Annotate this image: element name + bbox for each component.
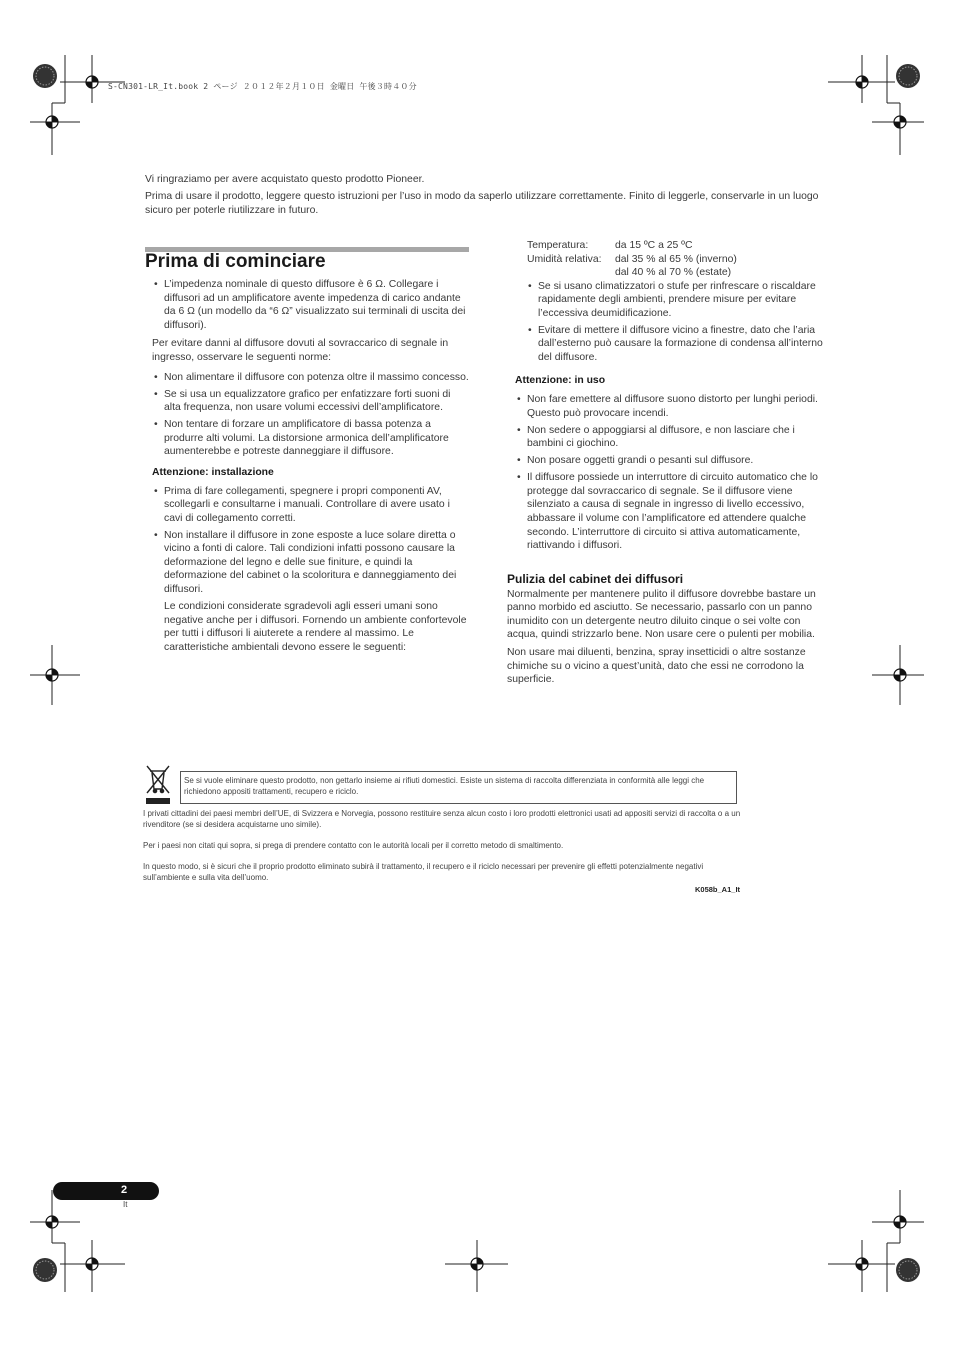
crossed-bin-icon xyxy=(143,762,173,806)
environment-table xyxy=(527,239,737,280)
list-item: • Prima di fare collegamenti, spegnere i propri componenti AV, scollegarli e consultarne i manuali. Controllare di avere usato i cavi di collegamento corretti. xyxy=(152,485,470,526)
left-column xyxy=(152,278,470,660)
para-cleaning-1: Normalmente per mantenere pulito il diffusore dovrebbe bastare un panno morbido ed asciutto. Se necessario, passarlo con un panno inumidito con un detergente neutro diluito cinque o sei volte con acqua, quindi strizzarlo bene. Non usare cere o pulenti per mobilia. xyxy=(507,588,816,641)
weee-notice-box: Se si vuole eliminare questo prodotto, non gettarlo insieme ai rifiuti domestici. Esiste un sistema di raccolta differenziata in conformità alle leggi che richiedono appositi trattamenti, recupero e riciclo. xyxy=(180,771,737,804)
list-item: • Non sedere o appoggiarsi al diffusore, e non lasciare che i bambini ci giochino. xyxy=(515,424,833,451)
page-number: 2 xyxy=(121,1184,128,1196)
intro-thanks: Vi ringraziamo per avere acquistato questo prodotto Pioneer. xyxy=(145,174,425,185)
bullet-impedance: • L’impedenza nominale di questo diffusore è 6 Ω. Collegare i diffusori ad un amplificatore avente impedenza di carico andante da 6 Ω (un modello da “6 Ω” visualizzato sui terminali di uscita dei diffusori). xyxy=(152,278,470,332)
document-code: K058b_A1_It xyxy=(695,885,741,894)
para-overload: Per evitare danni al diffusore dovuti al sovraccarico di segnale in ingresso, osservare le seguenti norme: xyxy=(152,338,449,363)
heading-use: Attenzione: in uso xyxy=(515,375,606,387)
humidity-summer: dal 40 % al 70 % (estate) xyxy=(615,267,732,278)
list-item: • Non fare emettere al diffusore suono distorto per lunghi periodi. Questo può provocare incendi. xyxy=(515,393,833,420)
page-language: It xyxy=(123,1200,128,1209)
print-header: S-CN301-LR_It.book 2 ページ ２０１２年２月１０日 金曜日 午後３時４０分 xyxy=(108,82,417,91)
para-install: Le condizioni considerate sgradevoli agli esseri umani sono negative anche per i diffusori. Fornendo un ambiente confortevole per tutti i diffusori li aiuterete a rendere al massimo. Le caratteristiche ambientali devono essere le seguenti: xyxy=(164,601,467,653)
temp-value: da 15 ºC a 25 ºC xyxy=(615,240,693,251)
weee-para-3: In questo modo, si è sicuri che il proprio prodotto eliminato subirà il trattamento, il recupero e il riciclo necessari per prevenire gli effetti potenzialmente negativi sull’ambiente e sulla vita dell’uomo. xyxy=(143,862,704,882)
list-item: • Evitare di mettere il diffusore vicino a finestre, dato che l’aria dall’esterno può causare la formazione di condensa all’interno del diffusore. xyxy=(526,324,833,365)
section-title: Prima di cominciare xyxy=(145,251,326,272)
page-tab xyxy=(53,1182,159,1200)
list-item: • Il diffusore possiede un interruttore di circuito automatico che lo protegge dal sovraccarico di segnale. Se il diffusore viene silenziato a causa di segnale in ingresso di livello eccessivo, abbassare il volume con l’amplificatore ed attendere qualche secondo. L’interruttore di circuito si attiva automaticamente, riattivando i diffusori. xyxy=(515,471,833,553)
heading-cleaning: Pulizia del cabinet dei diffusori xyxy=(507,572,684,586)
para-cleaning-2: Non usare mai diluenti, benzina, spray insetticidi o altre sostanze chimiche su o vicino a quest’unità, dato che essi ne corrodono la superficie. xyxy=(507,646,806,686)
list-item: • Non installare il diffusore in zone esposte a luce solare diretta o vicino a fonti di calore. Tali condizioni infatti possono causare la deformazione del legno e delle sue finiture, e quindi la deformazione del cabinet o la scoloritura e danneggiamento dei diffusori. xyxy=(152,529,470,597)
humidity-winter: dal 35 % al 65 % (inverno) xyxy=(615,253,737,265)
heading-install: Attenzione: installazione xyxy=(152,466,274,478)
weee-para-1: I privati cittadini dei paesi membri dell’UE, di Svizzera e Norvegia, possono restituire senza alcun costo i loro prodotti elettronici usati ad appositi servizi di raccolta o a un rivenditore (se si desidera acquistarne uno simile). xyxy=(143,809,741,829)
right-column xyxy=(515,239,833,556)
list-item: • Non tentare di forzare un amplificatore di bassa potenza a produrre alti volumi. La distorsione armonica dell’amplificatore aumenterebbe e potreste danneggiare il diffusore. xyxy=(152,418,470,459)
list-item: • Se si usano climatizzatori o stufe per rinfrescare o riscaldare rapidamente degli ambienti, prendere misure per evitare l’eccessiva deumidificazione. xyxy=(526,280,833,321)
intro-instructions: Prima di usare il prodotto, leggere questo istruzioni per l’uso in modo da saperlo utilizzare correttamente. Finito di leggerle, conservarle in un luogo sicuro per poterle riutilizzare in futuro. xyxy=(145,191,819,216)
list-item: • Non alimentare il diffusore con potenza oltre il massimo concesso. xyxy=(152,371,470,385)
list-item: • Non posare oggetti grandi o pesanti sul diffusore. xyxy=(515,454,833,468)
weee-para-2: Per i paesi non citati qui sopra, si prega di prendere contatto con le autorità locali per il corretto metodo di smaltimento. xyxy=(143,841,564,850)
humidity-label: Umidità relativa: xyxy=(527,253,602,265)
list-item: • Se si usa un equalizzatore grafico per enfatizzare forti suoni di alta frequenza, non usare volumi eccessivi dell’amplificatore. xyxy=(152,388,470,415)
cleaning-section xyxy=(507,573,833,693)
temp-label: Temperatura: xyxy=(527,240,589,251)
